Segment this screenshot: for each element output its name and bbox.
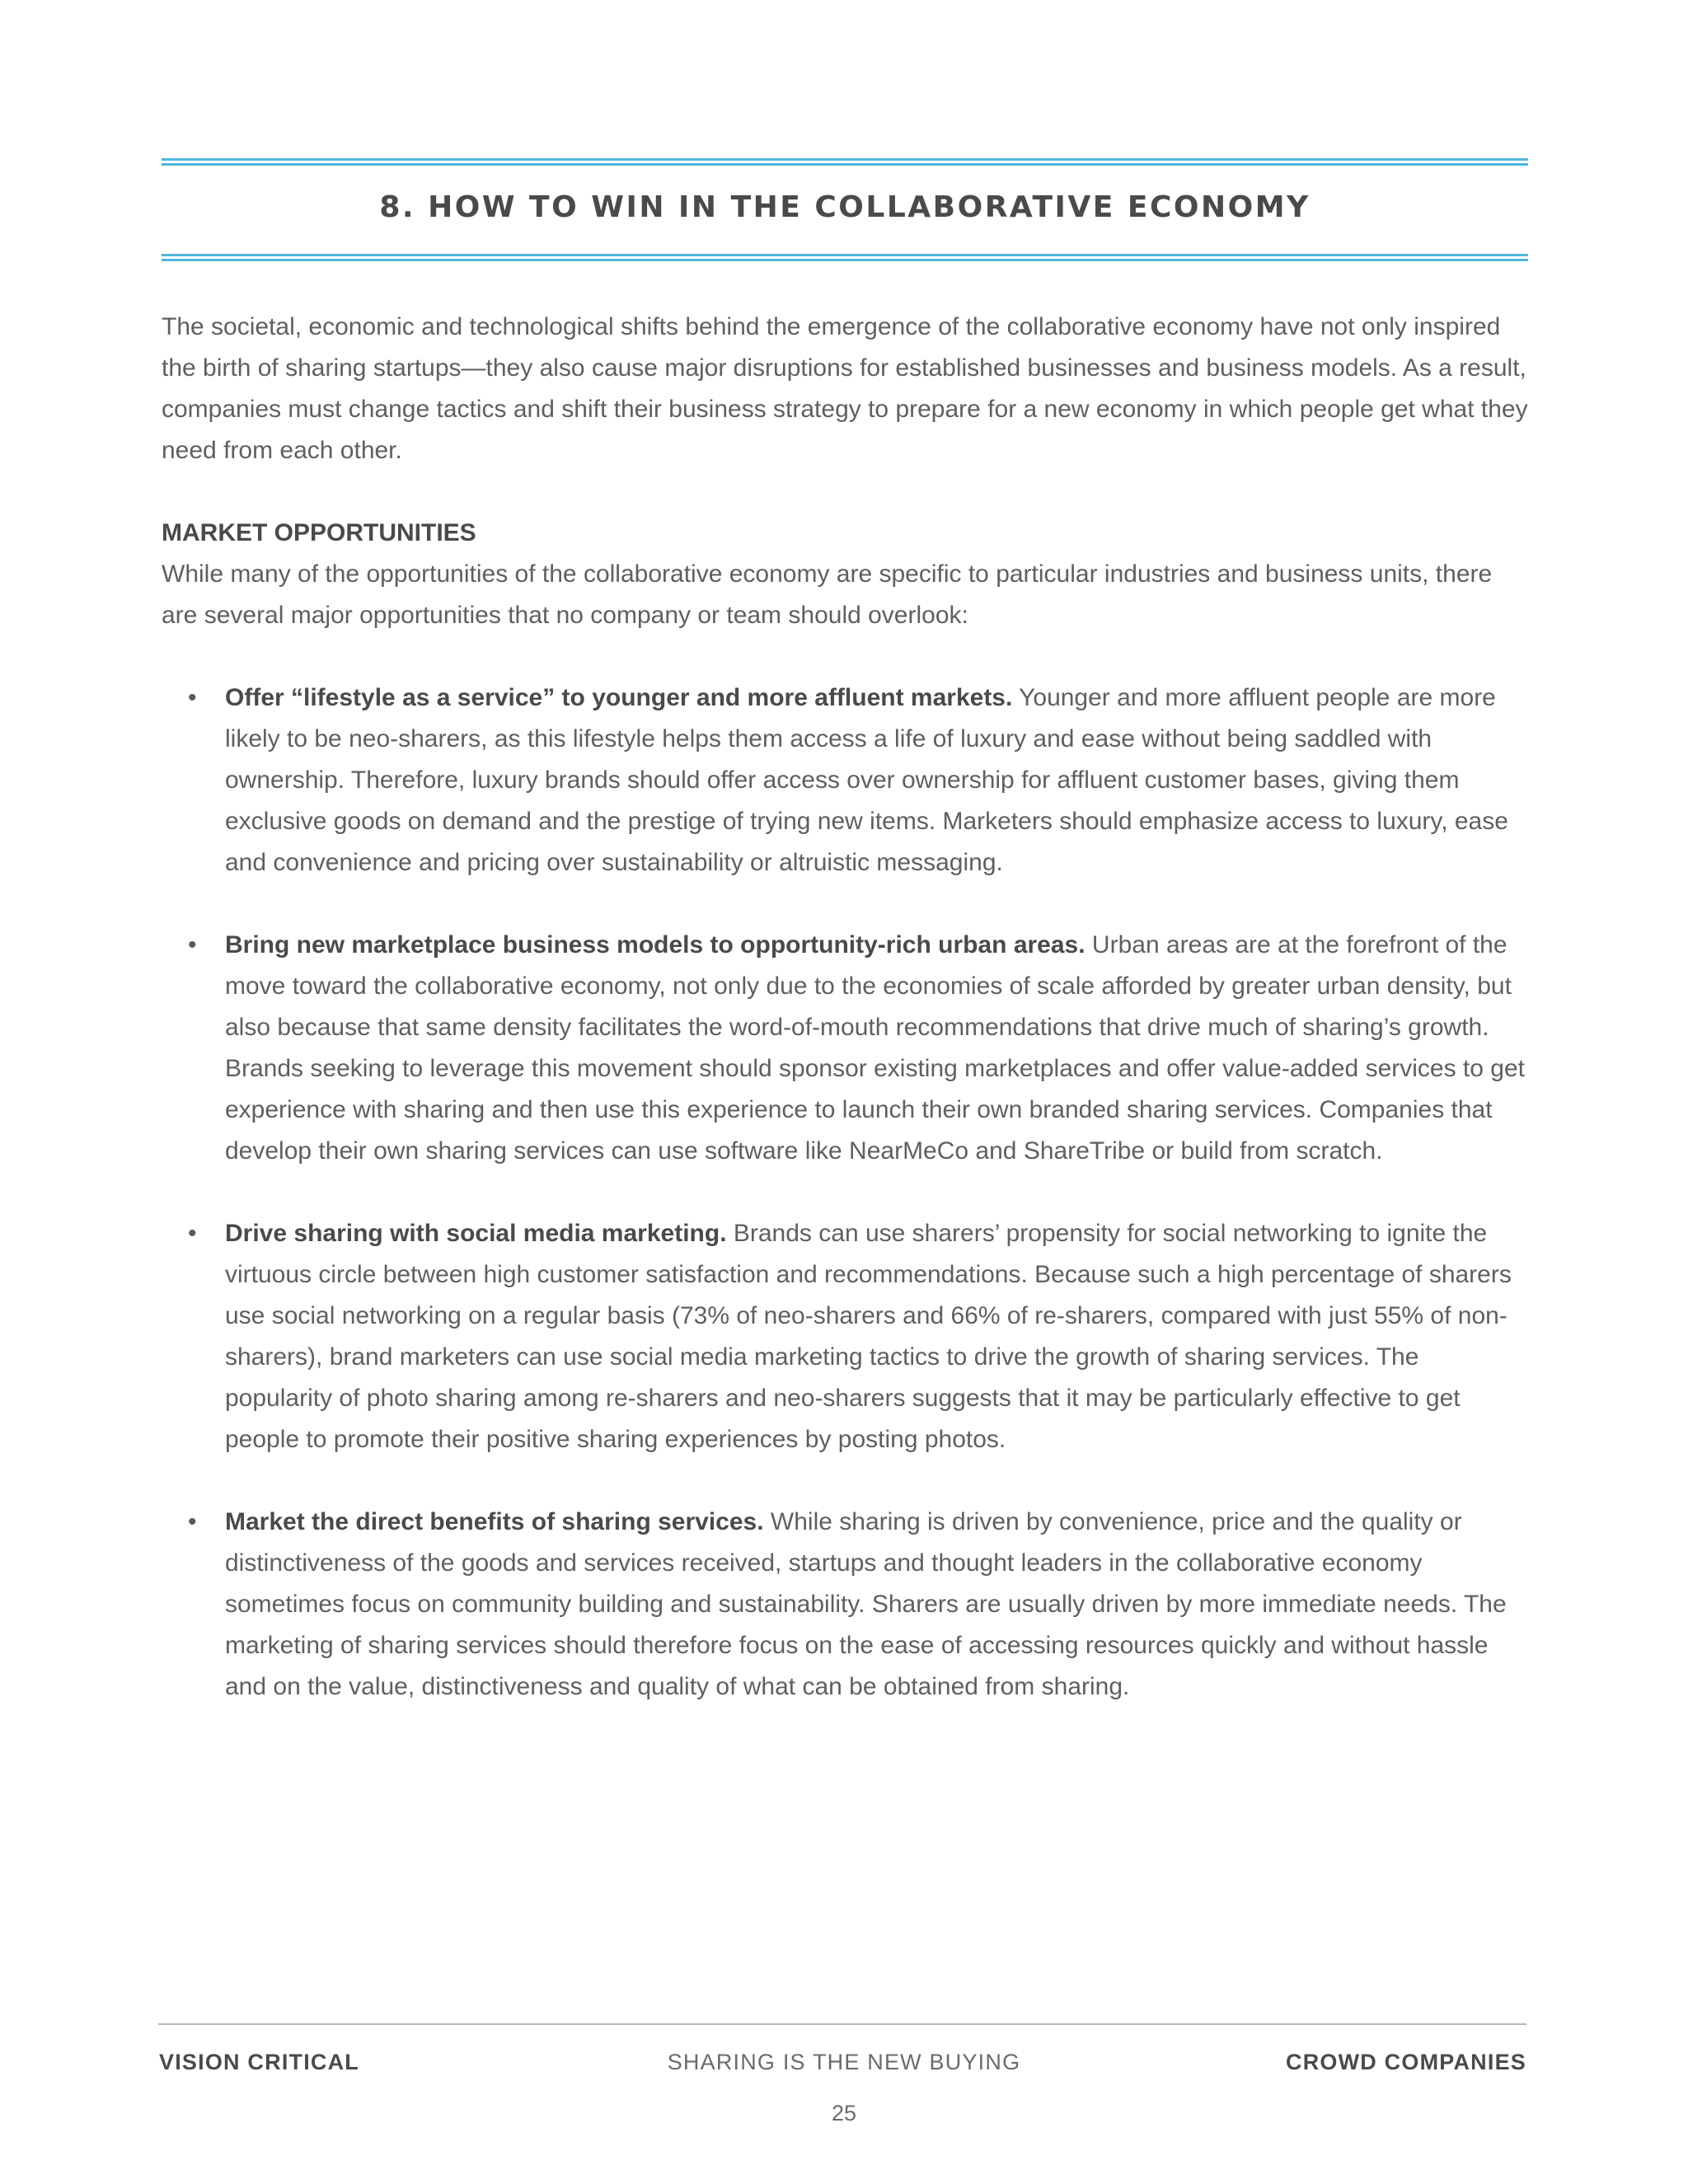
list-item-text bbox=[225, 925, 1530, 1172]
title-top-rule bbox=[162, 158, 1528, 165]
list-item-title: Drive sharing with social media marketing. bbox=[225, 1220, 727, 1247]
section-title-band bbox=[162, 158, 1528, 262]
list-item-body: Brands can use sharers’ propensity for social networking to ignite the virtuous circle between high customer satisfaction and recommendations. Because such a high percentage of sharers use social networking on a regular basis (73% of neo-sharers and 66% of re-sharers, compared with just 55% of non-sharers), brand marketers can use social media marketing tactics to drive the growth of sharing services. The popularity of photo sharing among re-sharers and neo-sharers suggests that it may be particularly effective to get people to promote their positive sharing experiences by posting photos. bbox=[225, 1220, 1512, 1453]
opportunities-list bbox=[162, 677, 1530, 1708]
footer-right-brand: CROWD COMPANIES bbox=[1286, 2050, 1526, 2074]
main-content bbox=[162, 307, 1530, 1749]
intro-paragraph: The societal, economic and technological shifts behind the emergence of the collaborative economy have not only inspired the birth of sharing startups—they also cause major disruptions for established businesses and business models. As a result, companies must change tactics and shift their business strategy to prepare for a new economy in which people get what they need from each other. bbox=[162, 313, 1528, 464]
section-title: 8. HOW TO WIN IN THE COLLABORATIVE ECONOMY bbox=[379, 190, 1311, 224]
title-bottom-rule bbox=[162, 254, 1528, 260]
list-item bbox=[162, 677, 1530, 883]
list-item-title: Market the direct benefits of sharing services. bbox=[225, 1508, 764, 1535]
list-item-text bbox=[225, 1502, 1530, 1708]
list-item-body: Urban areas are at the forefront of the move toward the collaborative economy, not only due to the economies of scale afforded by greater urban density, but also because that same density facilitates the word-of-mouth recommendations that drive much of sharing’s growth. Brands seeking to leverage this movement should sponsor existing marketplaces and offer value-added services to get experience with sharing and then use this experience to launch their own branded sharing services. Companies that develop their own sharing services can use software like NearMeCo and ShareTribe or build from scratch. bbox=[225, 931, 1525, 1165]
list-item-body: Younger and more affluent people are more likely to be neo-sharers, as this lifestyle helps them access a life of luxury and ease without being saddled with ownership. Therefore, luxury brands should offer access over ownership for affluent customer bases, giving them exclusive goods on demand and the prestige of trying new items. Marketers should emphasize access to luxury, ease and convenience and pricing over sustainability or altruistic messaging. bbox=[225, 684, 1508, 876]
list-item bbox=[162, 1213, 1530, 1460]
list-item bbox=[162, 925, 1530, 1172]
bullet-icon: • bbox=[188, 1220, 197, 1247]
page-number: 25 bbox=[831, 2101, 857, 2125]
bullet-icon: • bbox=[188, 931, 197, 958]
list-item-title: Offer “lifestyle as a service” to younger and more affluent markets. bbox=[225, 684, 1013, 711]
list-item-text bbox=[225, 677, 1530, 883]
footer-divider bbox=[158, 2023, 1526, 2025]
list-item-body: While sharing is driven by convenience, price and the quality or distinctiveness of the goods and services received, startups and thought leaders in the collaborative economy sometimes focus on community building and sustainability. Sharers are usually driven by more immediate needs. The marketing of sharing services should therefore focus on the ease of accessing resources quickly and without hassle and on the value, distinctiveness and quality of what can be obtained from sharing. bbox=[225, 1508, 1507, 1700]
footer-left-brand: VISION CRITICAL bbox=[159, 2050, 360, 2074]
list-item bbox=[162, 1502, 1530, 1708]
footer-report-title: SHARING IS THE NEW BUYING bbox=[667, 2050, 1021, 2074]
list-item-title: Bring new marketplace business models to opportunity-rich urban areas. bbox=[225, 931, 1085, 958]
bullet-icon: • bbox=[188, 1508, 197, 1535]
bullet-icon: • bbox=[188, 684, 197, 711]
market-opportunities-heading: MARKET OPPORTUNITIES bbox=[162, 519, 476, 546]
market-opportunities-lead: While many of the opportunities of the collaborative economy are specific to particular industries and business units, there are several major opportunities that no company or team should overlook: bbox=[162, 560, 1493, 629]
list-item-text bbox=[225, 1213, 1530, 1460]
